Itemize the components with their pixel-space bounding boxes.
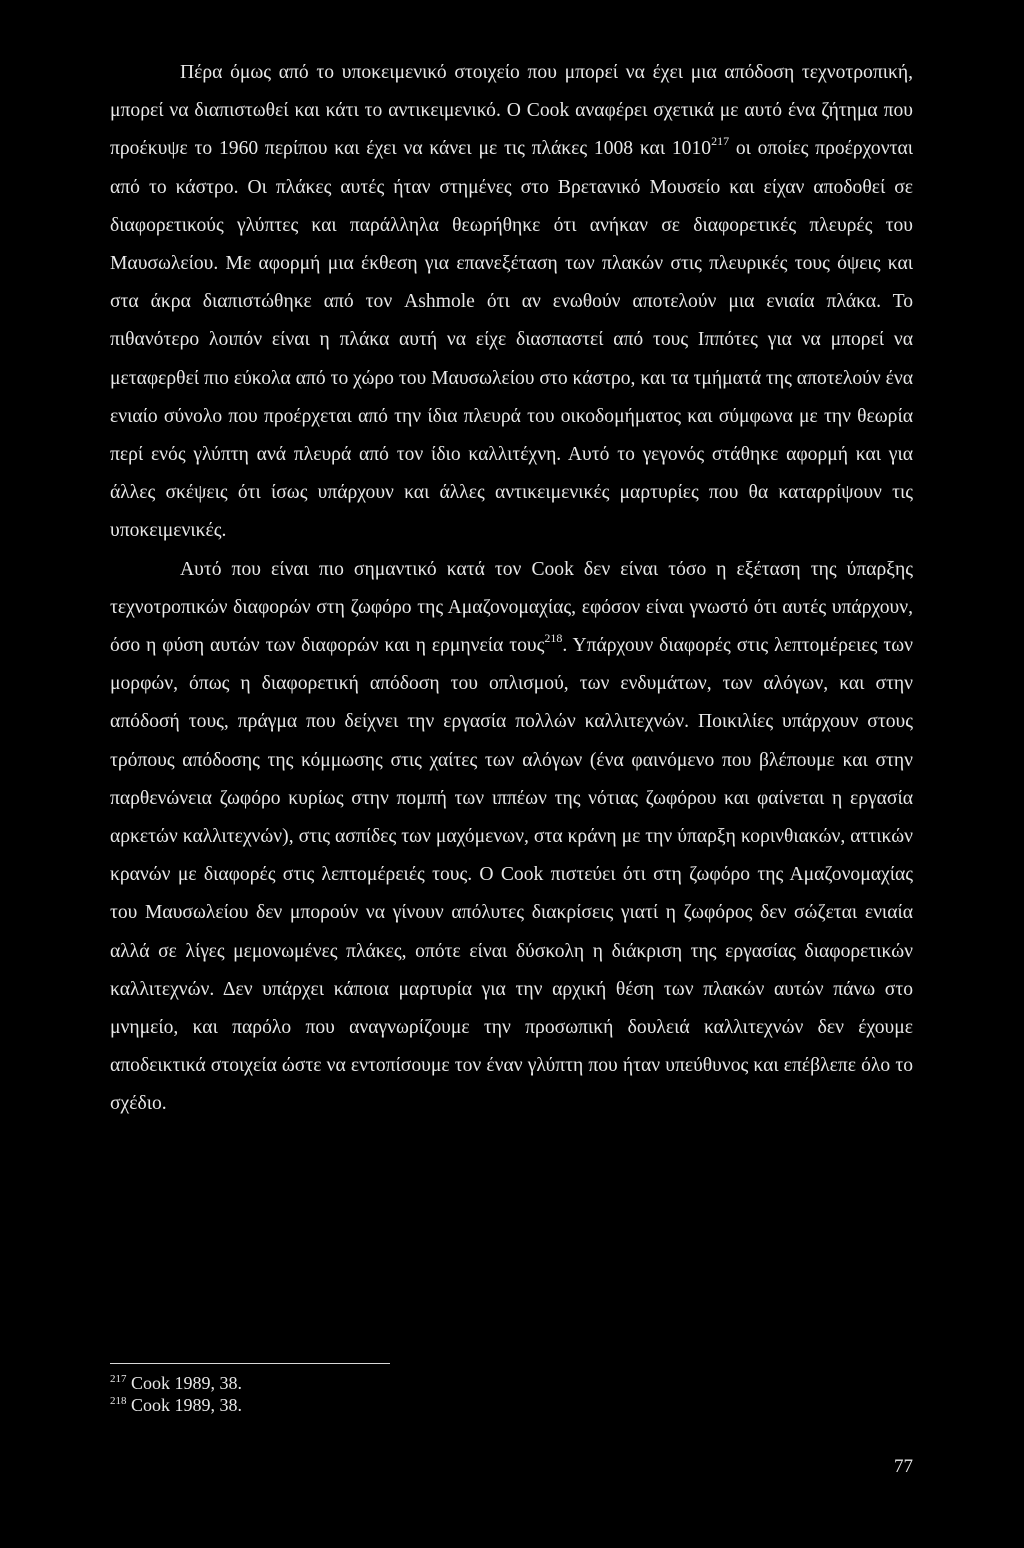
footnote-text: Cook 1989, 38. [126, 1395, 243, 1415]
page-number: 77 [894, 1456, 913, 1477]
footnote-number: 217 [110, 1373, 127, 1385]
footnote-ref-217: 217 [711, 134, 730, 149]
paragraph-2-text-end: . Υπάρχουν διαφορές στις λεπτομέρειες των μορφών, όπως η διαφορετική απόδοση του οπλισμού, των ενδυμάτων, των αλόγων, και στην απόδοσή τους, πράγμα που δείχνει την εργασία πολλών καλλιτεχνών. Ποικιλίες υπάρχουν στους τρόπους απόδοσης της κόμμωσης στις χαίτες των αλόγων (ένα φαινόμενο που βλέπουμε και στην παρθενώνεια ζωφόρο κυρίως στην πομπή των ιππέων της νότιας ζωφόρου και φαίνεται η εργασία αρκετών καλλιτεχνών), στις ασπίδες των μαχόμενων, στα κράνη με την ύπαρξη κορινθιακών, αττικών κρανών με διαφορές στις λεπτομέρειές τους. Ο Cook πιστεύει ότι στη ζωφόρο της Αμαζονομαχίας του Μαυσωλείου δεν μπορούν να γίνουν απόλυτες διακρίσεις γιατί η ζωφόρος δεν σώζεται ενιαία αλλά σε λίγες μεμονωμένες πλάκες, οπότε είναι δύσκολη η διάκριση της εργασίας διαφορετικών καλλιτεχνών. Δεν υπάρχει κάποια μαρτυρία για την αρχική θέση των πλακών αυτών πάνω στο μνημείο, και παρόλο που αναγνωρίζουμε την προσωπική δουλειά καλλιτεχνών δεν έχουμε αποδεικτικά στοιχεία ώστε να εντοπίσουμε τον έναν γλύπτη που ήταν υπεύθυνος και επέβλεπε όλο το σχέδιο. [110, 635, 913, 1115]
footnote-number: 218 [110, 1395, 127, 1407]
footnote-text: Cook 1989, 38. [126, 1373, 243, 1393]
footnote-217 [110, 1372, 810, 1394]
paragraph-2-text-start: Αυτό που είναι πιο σημαντικό κατά τον Cook δεν είναι τόσο η εξέταση της ύπαρξης τεχνοτροπικών διαφορών στη ζωφόρο της Αμαζονομαχίας, εφόσον είναι γνωστό ότι αυτές υπάρχουν, όσο η φύση αυτών των διαφορών και η ερμηνεία τους [110, 558, 913, 657]
body-text [110, 54, 913, 1124]
paragraph-1 [110, 54, 913, 551]
paragraph-1-text-start: Πέρα όμως από το υποκειμενικό στοιχείο που μπορεί να έχει μια απόδοση τεχνοτροπική, μπορεί να διαπιστωθεί και κάτι το αντικειμενικό. Ο Cook αναφέρει σχετικά με αυτό ένα ζήτημα που προέκυψε το 1960 περίπου και έχει να κάνει με τις πλάκες 1008 και 1010 [110, 62, 913, 160]
footnote-218 [110, 1394, 810, 1416]
paragraph-1-text-end: οι οποίες προέρχονται από το κάστρο. Οι πλάκες αυτές ήταν στημένες στο Βρετανικό Μουσείο και είχαν αποδοθεί σε διαφορετικούς γλύπτες και παράλληλα θεωρήθηκε ότι ανήκαν σε διαφορετικές πλευρές του Μαυσωλείου. Με αφορμή μια έκθεση για επανεξέταση των πλακών στις πλευρικές τους όψεις και στα άκρα διαπιστώθηκε από τον Ashmole ότι αν ενωθούν αποτελούν μια ενιαία πλάκα. Το πιθανότερο λοιπόν είναι η πλάκα αυτή να είχε διασπαστεί από τους Ιππότες για να μπορεί να μεταφερθεί πιο εύκολα από το χώρο του Μαυσωλείου στο κάστρο, και τα τμήματά της αποτελούν ένα ενιαίο σύνολο που προέρχεται από την ίδια πλευρά του οικοδομήματος και σύμφωνα με την θεωρία περί ενός γλύπτη ανά πλευρά από τον ίδιο καλλιτέχνη. Αυτό το γεγονός στάθηκε αφορμή και για άλλες σκέψεις ότι ίσως υπάρχουν και άλλες αντικειμενικές μαρτυρίες που θα καταρρίψουν τις υποκειμενικές. [110, 138, 913, 542]
footnote-separator [110, 1363, 390, 1364]
footnote-ref-218: 218 [544, 631, 563, 646]
paragraph-2 [110, 551, 913, 1124]
footnotes [110, 1372, 810, 1416]
